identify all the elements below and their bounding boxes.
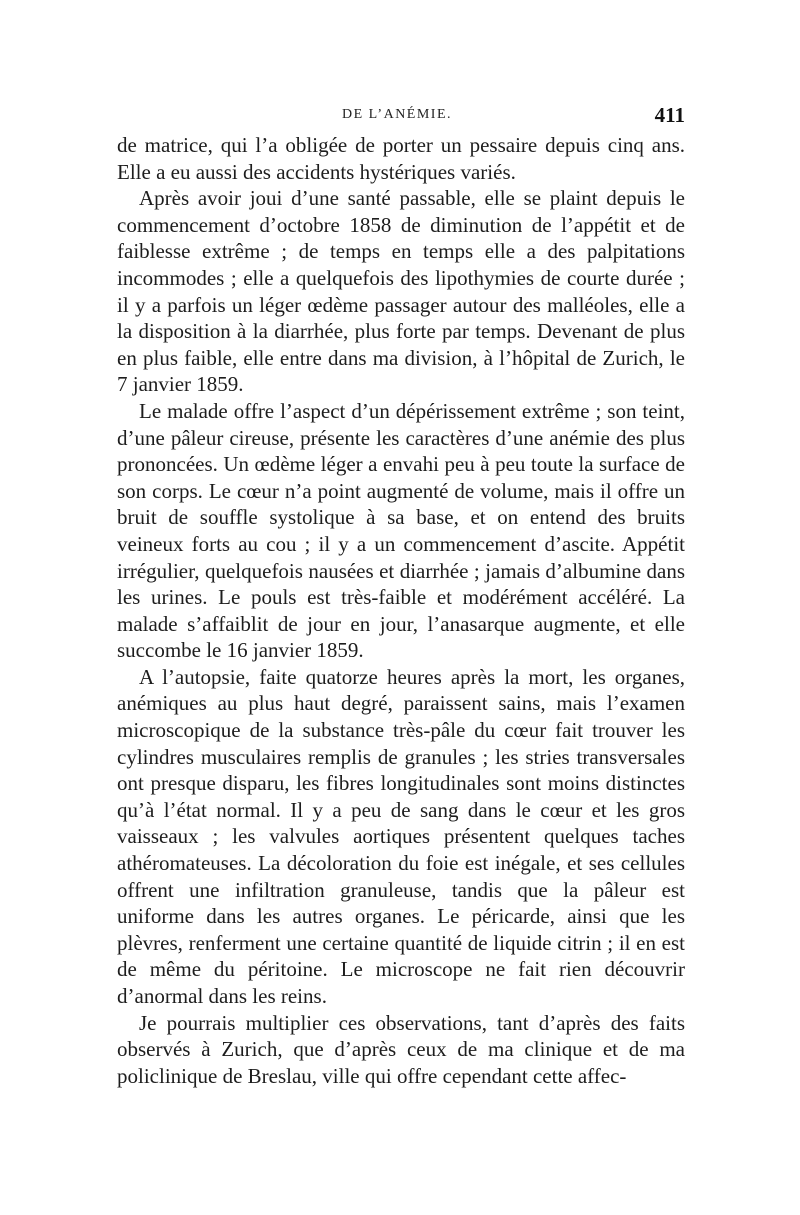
paragraph-autopsy: A l’autopsie, faite quatorze heures après la mort, les organes, anémiques au plus haut degré, paraissent sains, mais l’examen microscopique de la substance très-pâle du cœur fait trouver les cylindres musculaires remplis de granules ; les stries transversales ont presque disparu, les fibres longitudinales sont moins distinctes qu’à l’état normal. Il y a peu de sang dans le cœur et les gros vaisseaux ; les valvules aortiques présentent quelques taches athéromateuses. La décoloration du foie est inégale, et ses cellules offrent une infiltration granuleuse, tandis que la pâleur est uniforme dans les autres organes. Le péricarde, ainsi que les plèvres, renferment une certaine quantité de liquide citrin ; il en est de même du péritoine. Le microscope ne fait rien découvrir d’anormal dans les reins. — [117, 664, 685, 1008]
paragraph-examination: Le malade offre l’aspect d’un dépérissement extrême ; son teint, d’une pâleur cireuse, présente les caractères d’une anémie des plus prononcées. Un œdème léger a envahi peu à peu toute la surface de son corps. Le cœur n’a point augmenté de volume, mais il offre un bruit de souffle systolique à sa base, et on entend des bruits veineux forts au cou ; il y a un commencement d’ascite. Appétit irrégulier, quelquefois nausées et diarrhée ; jamais d’albumine dans les urines. Le pouls est très-faible et modérément accéléré. La malade s’affaiblit de jour en jour, l’anasarque augmente, et elle succombe le 16 janvier 1859. — [117, 398, 685, 663]
running-head — [117, 102, 685, 128]
paragraph-observations: Je pourrais multiplier ces observations, tant d’après des faits observés à Zurich, que d’après ceux de ma clinique et de ma policlinique de Breslau, ville qui offre cependant cette affec- — [117, 1010, 685, 1088]
page-number: 411 — [654, 103, 685, 127]
body-text — [117, 132, 685, 1089]
paragraph-symptoms: Après avoir joui d’une santé passable, elle se plaint depuis le commencement d’octobre 1858 de diminution de l’appétit et de faiblesse extrême ; de temps en temps elle a des palpitations incommodes ; elle a quelquefois des lipothymies de courte durée ; il y a parfois un léger œdème passager autour des malléoles, elle a la disposition à la diarrhée, plus forte par temps. Devenant de plus en plus faible, elle entre dans ma division, à l’hôpital de Zurich, le 7 janvier 1859. — [117, 186, 685, 397]
paragraph-continuation: de matrice, qui l’a obligée de porter un pessaire depuis cinq ans. Elle a eu aussi des accidents hystériques variés. — [117, 133, 685, 184]
running-title: DE L’ANÉMIE. — [342, 107, 453, 122]
